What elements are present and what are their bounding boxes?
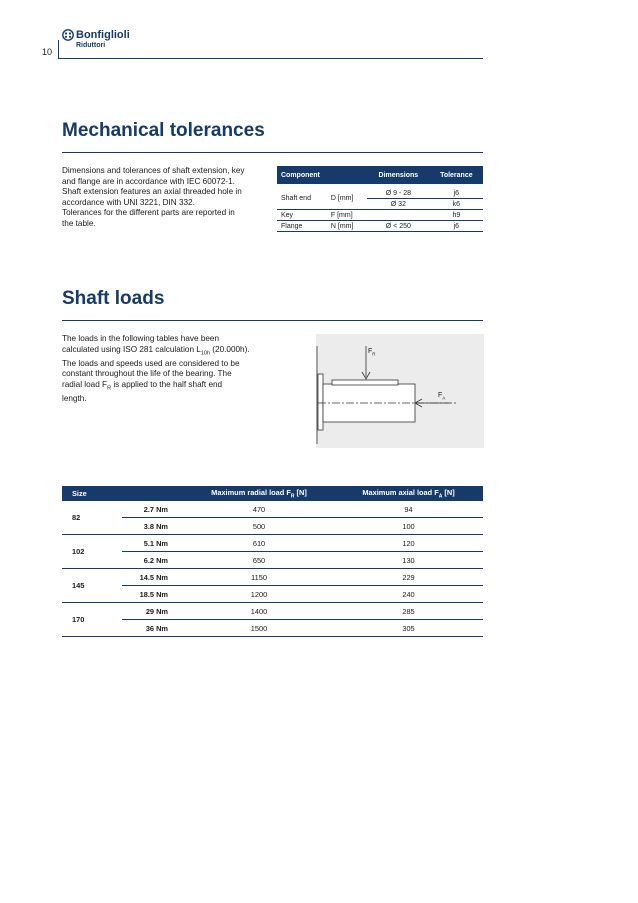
cell-key-unit: F [mm] — [327, 210, 367, 221]
page-number: 10 — [42, 47, 53, 57]
mechanical-description — [62, 166, 272, 230]
cell-radial: 1200 — [184, 586, 334, 603]
brand-logo — [62, 28, 172, 58]
cell-radial: 650 — [184, 552, 334, 569]
cell-size: 82 — [62, 501, 122, 535]
cell-axial: 229 — [334, 569, 483, 586]
shaft-loads-description — [62, 334, 277, 405]
shaft-text-line: The loads and speeds used are considered to be — [62, 358, 240, 368]
cell-torque: 36 Nm — [122, 620, 184, 637]
cell-axial: 305 — [334, 620, 483, 637]
cell-axial: 285 — [334, 603, 483, 620]
table-row — [62, 518, 483, 535]
shaft-diagram-svg — [316, 334, 484, 448]
section-title-mechanical: Mechanical tolerances — [62, 120, 265, 141]
mechanical-text-line: and flange are in accordance with IEC 60072-1. — [62, 176, 235, 186]
shaft-text-line: The loads in the following tables have been — [62, 334, 220, 343]
cell-axial: 130 — [334, 552, 483, 569]
cell-tolerance: j6 — [430, 188, 483, 199]
cell-torque: 6.2 Nm — [122, 552, 184, 569]
cell-radial: 500 — [184, 518, 334, 535]
header-axial-load: Maximum axial load $F_A$ [N] — [334, 486, 483, 501]
tolerance-table — [277, 166, 483, 232]
cell-radial: 1400 — [184, 603, 334, 620]
radial-force-label: $F_R$ — [368, 348, 376, 357]
cell-tolerance: j6 — [430, 221, 483, 232]
mechanical-text-line: the table. — [62, 218, 96, 228]
table-row — [62, 535, 483, 552]
cell-torque: 14.5 Nm — [122, 569, 184, 586]
header-tick — [58, 40, 59, 58]
shaft-load-diagram — [316, 334, 484, 448]
table-row — [277, 221, 483, 232]
header-tolerance: Tolerance — [430, 166, 483, 184]
cell-size: 170 — [62, 603, 122, 637]
cell-radial: 1500 — [184, 620, 334, 637]
cell-torque: 2.7 Nm — [122, 501, 184, 518]
header-component: Component — [277, 166, 367, 184]
shaft-text-line: radial load $F_R$ is applied to the half shaft end — [62, 380, 223, 392]
loads-table-header — [62, 486, 483, 501]
cell-shaft-end: Shaft end — [277, 188, 327, 210]
flange-shape — [318, 374, 323, 430]
axial-force-label: $F_A$ — [438, 392, 446, 401]
table-row — [277, 188, 483, 199]
cell-torque: 3.8 Nm — [122, 518, 184, 535]
cell-size: 145 — [62, 569, 122, 603]
mechanical-text-line: Tolerances for the different parts are reported in — [62, 208, 235, 218]
tolerance-table-header — [277, 166, 483, 184]
section-title-shaft-loads: Shaft loads — [62, 288, 165, 309]
cell-key: Key — [277, 210, 327, 221]
header-size: Size — [62, 486, 122, 501]
header-rule — [58, 58, 483, 59]
brand-logo-icon — [62, 29, 74, 41]
cell-axial: 100 — [334, 518, 483, 535]
table-row — [62, 620, 483, 637]
cell-radial: 470 — [184, 501, 334, 518]
section-rule-mechanical — [62, 152, 483, 153]
cell-torque: 18.5 Nm — [122, 586, 184, 603]
header-dimensions: Dimensions — [367, 166, 430, 184]
cell-dimension: Ø 32 — [367, 199, 430, 210]
table-row — [62, 586, 483, 603]
section-rule-shaft-loads — [62, 320, 483, 321]
header-radial-load: Maximum radial load $F_R$ [N] — [184, 486, 334, 501]
table-row — [277, 210, 483, 221]
cell-axial: 240 — [334, 586, 483, 603]
mechanical-text-line: Shaft extension features an axial threaded hole in — [62, 187, 242, 197]
cell-radial: 1150 — [184, 569, 334, 586]
cell-dimension: Ø 9 - 28 — [367, 188, 430, 199]
header-torque — [122, 486, 184, 501]
cell-torque: 5.1 Nm — [122, 535, 184, 552]
cell-shaft-unit: D [mm] — [327, 188, 367, 210]
cell-dimension — [367, 210, 430, 221]
cell-axial: 120 — [334, 535, 483, 552]
table-row — [62, 603, 483, 620]
table-row — [62, 569, 483, 586]
table-row — [62, 552, 483, 569]
cell-dimension: Ø < 250 — [367, 221, 430, 232]
table-row — [62, 501, 483, 518]
cell-flange-unit: N [mm] — [327, 221, 367, 232]
brand-subtitle: Riduttori — [76, 42, 106, 49]
mechanical-text-line: accordance with UNI 3221, DIN 332. — [62, 197, 195, 207]
mechanical-text-line: Dimensions and tolerances of shaft extension, key — [62, 166, 245, 175]
cell-flange: Flange — [277, 221, 327, 232]
cell-tolerance: k6 — [430, 199, 483, 210]
cell-radial: 610 — [184, 535, 334, 552]
cell-torque: 29 Nm — [122, 603, 184, 620]
shaft-text-line: calculated using ISO 281 calculation $L_{10h}$ (20.000h). — [62, 344, 250, 357]
cell-tolerance: h9 — [430, 210, 483, 221]
shaft-text-line: length. — [62, 394, 87, 404]
shaft-text-line: constant throughout the life of the bearing. The — [62, 369, 232, 379]
cell-size: 102 — [62, 535, 122, 569]
key-shape — [332, 380, 398, 385]
cell-axial: 94 — [334, 501, 483, 518]
brand-name: Bonfiglioli — [76, 29, 130, 41]
loads-table — [62, 486, 483, 637]
